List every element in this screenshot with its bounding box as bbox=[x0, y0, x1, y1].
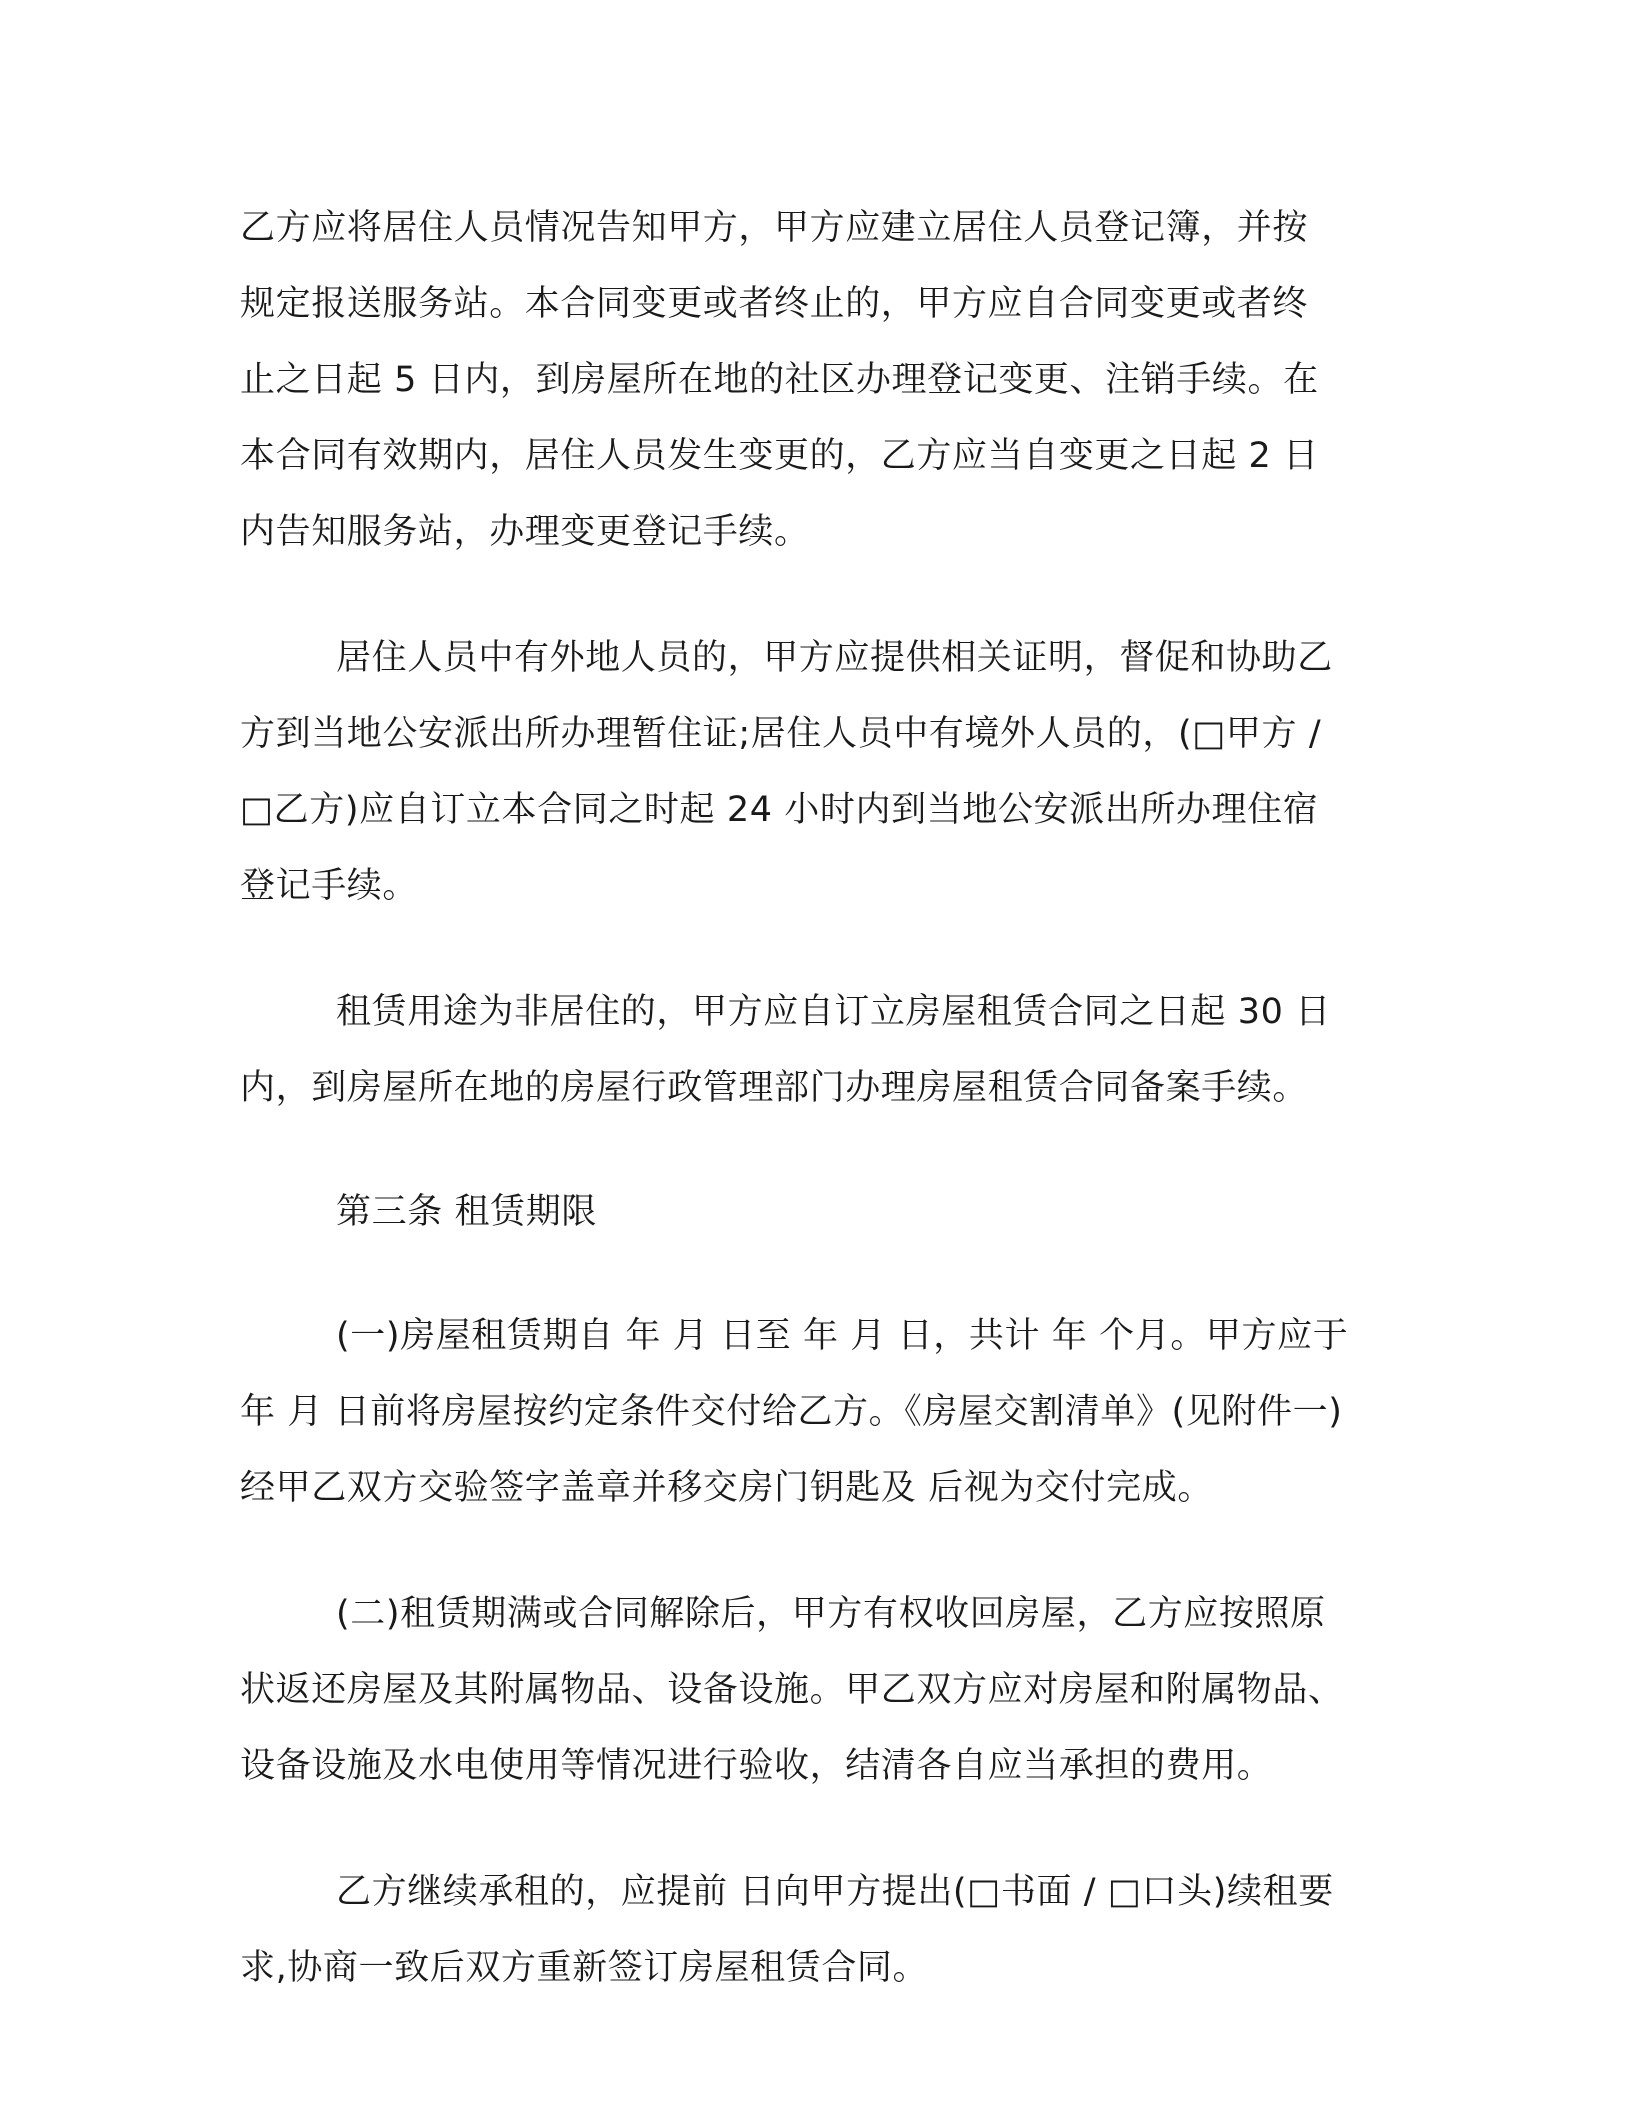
paragraph-spacer bbox=[240, 1126, 1410, 1174]
text-line: 年 月 日前将房屋按约定条件交付给乙方。《房屋交割清单》(见附件一) bbox=[240, 1392, 1343, 1432]
paragraph-lease-end bbox=[240, 1576, 1410, 1804]
text-line: (二)租赁期满或合同解除后，甲方有权收回房屋，乙方应按照原 bbox=[336, 1594, 1326, 1634]
text-line: 方到当地公安派出所办理暂住证;居住人员中有境外人员的，(□甲方 / bbox=[240, 714, 1322, 754]
text-line: 乙方应将居住人员情况告知甲方，甲方应建立居住人员登记簿，并按 bbox=[240, 208, 1309, 248]
article-heading bbox=[240, 1174, 1410, 1250]
text-line: 规定报送服务站。本合同变更或者终止的，甲方应自合同变更或者终 bbox=[240, 284, 1309, 324]
text-line: 乙方继续承租的，应提前 日向甲方提出(□书面 / □口头)续租要 bbox=[336, 1872, 1334, 1912]
text-line: 求,协商一致后双方重新签订房屋租赁合同。 bbox=[240, 1948, 929, 1988]
text-line: 状返还房屋及其附属物品、设备设施。甲乙双方应对房屋和附属物品、 bbox=[240, 1670, 1344, 1710]
section-heading: 第三条 租赁期限 bbox=[336, 1192, 597, 1232]
paragraph-spacer bbox=[240, 1804, 1410, 1854]
paragraph-spacer bbox=[240, 570, 1410, 620]
text-line: 登记手续。 bbox=[240, 866, 419, 906]
paragraph-spacer bbox=[240, 1526, 1410, 1576]
text-line: 居住人员中有外地人员的，甲方应提供相关证明，督促和协助乙 bbox=[336, 638, 1333, 678]
text-line: 经甲乙双方交验签字盖章并移交房门钥匙及 后视为交付完成。 bbox=[240, 1468, 1213, 1508]
text-line: 内告知服务站，办理变更登记手续。 bbox=[240, 512, 810, 552]
paragraph-spacer bbox=[240, 924, 1410, 974]
text-line: (一)房屋租赁期自 年 月 日至 年 月 日，共计 年 个月。甲方应于 bbox=[336, 1316, 1349, 1356]
document-body bbox=[240, 190, 1410, 2006]
text-line: 租赁用途为非居住的，甲方应自订立房屋租赁合同之日起 30 日 bbox=[336, 992, 1331, 1032]
paragraph-lease-term bbox=[240, 1298, 1410, 1526]
text-line: 止之日起 5 日内，到房屋所在地的社区办理登记变更、注销手续。在 bbox=[240, 360, 1319, 400]
paragraph-spacer bbox=[240, 1250, 1410, 1298]
paragraph-resident-registration bbox=[240, 190, 1410, 570]
text-line: 设备设施及水电使用等情况进行验收，结清各自应当承担的费用。 bbox=[240, 1746, 1273, 1786]
paragraph-nonlocal-residents bbox=[240, 620, 1410, 924]
paragraph-lease-renewal bbox=[240, 1854, 1410, 2006]
text-line: 本合同有效期内，居住人员发生变更的，乙方应当自变更之日起 2 日 bbox=[240, 436, 1319, 476]
text-line: 内，到房屋所在地的房屋行政管理部门办理房屋租赁合同备案手续。 bbox=[240, 1068, 1309, 1108]
paragraph-nonresidential-use bbox=[240, 974, 1410, 1126]
text-line: □乙方)应自订立本合同之时起 24 小时内到当地公安派出所办理住宿 bbox=[240, 790, 1319, 830]
